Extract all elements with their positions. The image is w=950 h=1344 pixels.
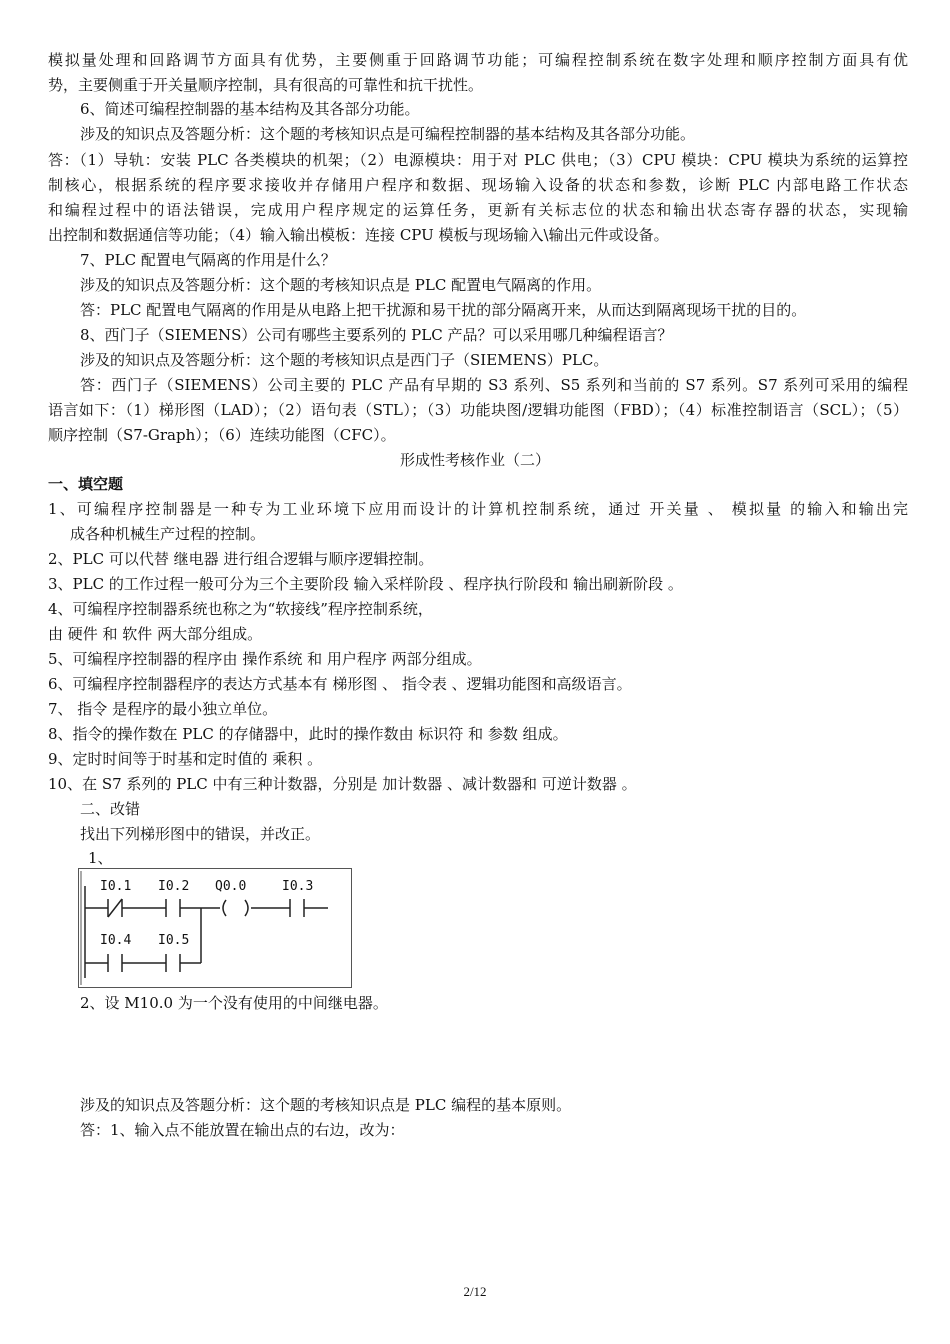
section-heading-fill-blank: 一、填空题 bbox=[48, 475, 124, 493]
analysis-6: 涉及的知识点及答题分析：这个题的考核知识点是可编程控制器的基本结构及其各部分功能。 bbox=[80, 125, 696, 143]
fill-blank-9: 9、定时时间等于时基和定时值的 乘积 。 bbox=[48, 750, 323, 768]
fill-blank-5: 5、可编程序控制器的程序由 操作系统 和 用户程序 两部分组成。 bbox=[48, 650, 482, 668]
question-8: 8、西门子（SIEMENS）公司有哪些主要系列的 PLC 产品？可以采用哪几种编程语言？ bbox=[80, 326, 673, 344]
text-line: 成各种机械生产过程的控制。 bbox=[70, 525, 266, 543]
label-i03: I0.3 bbox=[282, 879, 314, 894]
fill-blank-3: 3、PLC 的工作过程一般可分为三个主要阶段 输入采样阶段 、程序执行阶段和 输出刷新阶段 。 bbox=[48, 575, 683, 593]
fill-blank-6: 6、可编程序控制器程序的表达方式基本有 梯形图 、 指令表 、逻辑功能图和高级语言。 bbox=[48, 675, 632, 693]
text-line: 模拟量处理和回路调节方面具有优势，主要侧重于回路调节功能；可编程控制系统在数字处理和顺序控制方面具有优 bbox=[48, 51, 908, 69]
text-line: 顺序控制（S7-Graph）；（6）连续功能图（CFC）。 bbox=[48, 426, 396, 444]
analysis-7: 涉及的知识点及答题分析：这个题的考核知识点是 PLC 配置电气隔离的作用。 bbox=[80, 276, 602, 294]
answer-correction: 答：1、输入点不能放置在输出点的右边，改为： bbox=[80, 1121, 405, 1139]
contact-no-i03 bbox=[290, 899, 304, 917]
fill-blank-1: 1、可编程序控制器是一种专为工业环境下应用而设计的计算机控制系统，通过 开关量 、 模拟量 的输入和输出完 bbox=[48, 500, 908, 518]
item-number: 1、 bbox=[88, 849, 113, 867]
instruction-text: 找出下列梯形图中的错误，并改正。 bbox=[80, 825, 321, 843]
fill-blank-2: 2、PLC 可以代替 继电器 进行组合逻辑与顺序逻辑控制。 bbox=[48, 550, 434, 568]
contact-no-i04 bbox=[108, 954, 122, 972]
text-line: 出控制和数据通信等功能；（4）输入输出模板：连接 CPU 模板与现场输入\输出元件或设备。 bbox=[48, 226, 669, 244]
ladder-diagram bbox=[78, 868, 352, 988]
contact-no-i05 bbox=[166, 954, 180, 972]
label-q00: Q0.0 bbox=[215, 879, 247, 894]
fill-blank-7: 7、 指令 是程序的最小独立单位。 bbox=[48, 700, 278, 718]
fill-blank-4: 4、可编程序控制器系统也称之为“软接线”程序控制系统， bbox=[48, 600, 433, 618]
contact-nc-i01 bbox=[108, 899, 122, 917]
label-i04: I0.4 bbox=[100, 933, 132, 948]
analysis-8: 涉及的知识点及答题分析：这个题的考核知识点是西门子（SIEMENS）PLC。 bbox=[80, 351, 609, 369]
label-i02: I0.2 bbox=[158, 879, 190, 894]
question-6: 6、简述可编程控制器的基本结构及其各部分功能。 bbox=[80, 100, 420, 118]
answer-8: 答：西门子（SIEMENS）公司主要的 PLC 产品有早期的 S3 系列、S5 系列和当前的 S7 系列。S7 系列可采用的编程 bbox=[80, 376, 908, 394]
text-line: 语言如下：（1）梯形图（LAD）；（2）语句表（STL）；（3）功能块图/逻辑功能图（FBD）；（4）标准控制语言（SCL）；（5） bbox=[48, 401, 908, 419]
text-line: 由 硬件 和 软件 两大部分组成。 bbox=[48, 625, 263, 643]
answer-7: 答：PLC 配置电气隔离的作用是从电路上把干扰源和易干扰的部分隔离开来，从而达到隔离现场干扰的目的。 bbox=[80, 301, 807, 319]
text-line: 势，主要侧重于开关量顺序控制，具有很高的可靠性和抗干扰性。 bbox=[48, 76, 484, 94]
fill-blank-8: 8、指令的操作数在 PLC 的存储器中，此时的操作数由 标识符 和 参数 组成。 bbox=[48, 725, 568, 743]
contact-no-i02 bbox=[166, 899, 180, 917]
page-number: 2/12 bbox=[463, 1284, 487, 1299]
item-2: 2、设 M10.0 为一个没有使用的中间继电器。 bbox=[80, 994, 388, 1012]
label-i01: I0.1 bbox=[100, 879, 132, 894]
fill-blank-10: 10、在 S7 系列的 PLC 中有三种计数器，分别是 加计数器 、减计数器和 可逆计数器 。 bbox=[48, 775, 637, 793]
section-title: 形成性考核作业（二） bbox=[399, 451, 550, 469]
label-i05: I0.5 bbox=[158, 933, 190, 948]
question-7: 7、PLC 配置电气隔离的作用是什么？ bbox=[80, 251, 336, 269]
coil-q00 bbox=[223, 900, 248, 916]
text-line: 和编程过程中的语法错误，完成用户程序规定的运算任务，更新有关标志位的状态和输出状态寄存器的状态，实现输 bbox=[48, 201, 908, 219]
analysis-correction: 涉及的知识点及答题分析：这个题的考核知识点是 PLC 编程的基本原则。 bbox=[80, 1096, 572, 1114]
section-heading-correction: 二、改错 bbox=[80, 800, 141, 818]
text-line: 制核心，根据系统的程序要求接收并存储用户程序和数据、现场输入设备的状态和参数，诊断 PLC 内部电路工作状态 bbox=[48, 176, 908, 194]
answer-6: 答：（1）导轨：安装 PLC 各类模块的机架；（2）电源模块：用于对 PLC 供电；（3）CPU 模块：CPU 模块为系统的运算控 bbox=[48, 151, 908, 169]
